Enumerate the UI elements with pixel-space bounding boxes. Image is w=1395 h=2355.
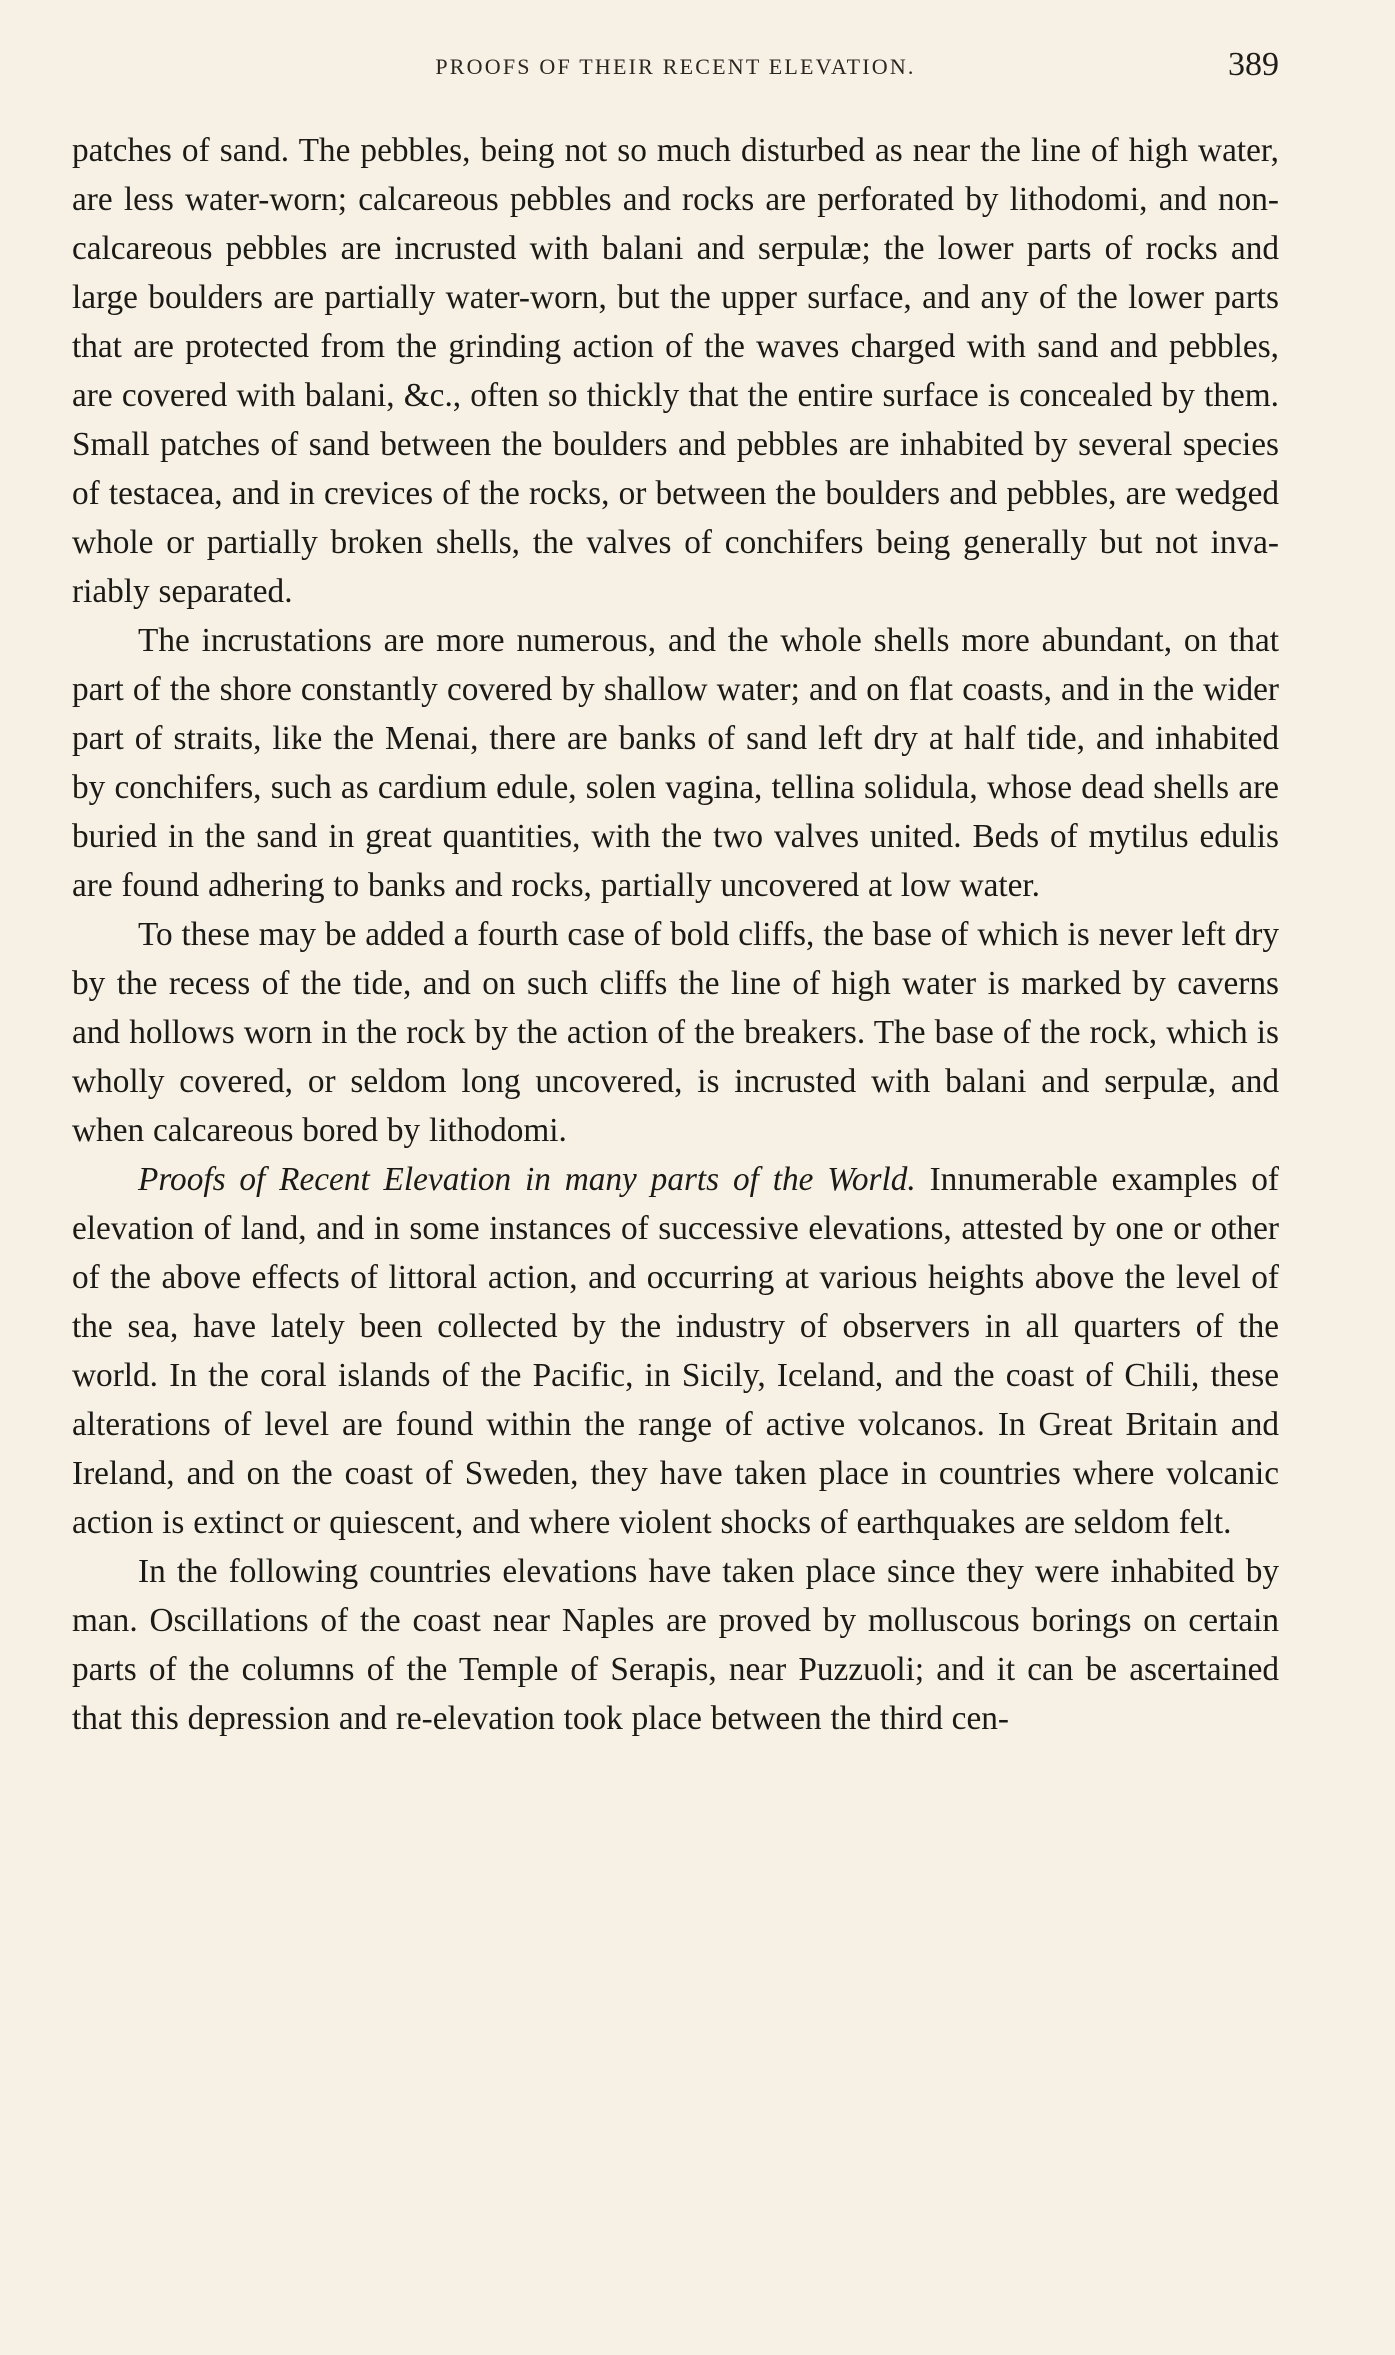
- section-heading: Proofs of Recent Elevation in many parts of the World.: [138, 1161, 916, 1198]
- paragraph-1: patches of sand. The pebbles, being not so much disturbed as near the line of high water, are less water-worn; calcareous pebbles and rocks are perforated by lithodomi, and non-calcareous pebbles are incrusted with balani and serpulæ; the lower parts of rocks and large boulders are partially water-worn, but the upper surface, and any of the lower parts that are protected from the grinding action of the waves charged with sand and pebbles, are covered with balani, &c., often so thickly that the entire surface is concealed by them. Small patches of sand between the boulders and pebbles are inhabited by several species of testacea, and in crevices of the rocks, or between the boulders and pebbles, are wedged whole or partially broken shells, the valves of conchifers being generally but not invariably separated.: [72, 132, 1279, 610]
- paragraph-5: In the following countries elevations have taken place since they were inhabited by man. Oscillations of the coast near Naples are proved by molluscous borings on certain parts of the columns of the Temple of Serapis, near Puzzuoli; and it can be ascertained that this depression and re-elevation took place between the third cen-: [72, 1553, 1279, 1737]
- paragraph-2: The incrustations are more numerous, and the whole shells more abundant, on that part of the shore constantly covered by shallow water; and on flat coasts, and in the wider part of straits, like the Menai, there are banks of sand left dry at half tide, and inhabited by conchifers, such as cardium edule, solen vagina, tellina solidula, whose dead shells are buried in the sand in great quantities, with the two valves united. Beds of mytilus edulis are found adhering to banks and rocks, partially uncovered at low water.: [72, 622, 1279, 904]
- paragraph-4-text: Innumerable examples of elevation of land, and in some instances of successive elevations, attested by one or other of the above effects of littoral action, and occurring at various heights above the level of the sea, have lately been collected by the industry of observers in all quarters of the world. In the coral islands of the Pacific, in Sicily, Iceland, and the coast of Chili, these alterations of level are found within the range of active volcanos. In Great Britain and Ireland, and on the coast of Sweden, they have taken place in countries where volcanic action is extinct or quiescent, and where violent shocks of earthquakes are seldom felt.: [72, 1161, 1279, 1541]
- running-header: [72, 46, 1279, 86]
- page-number: 389: [1228, 46, 1279, 83]
- running-title: PROOFS OF THEIR RECENT ELEVATION.: [435, 54, 916, 79]
- paragraph-4: [72, 1155, 1279, 1547]
- paragraph-3: To these may be added a fourth case of bold cliffs, the base of which is never left dry by the recess of the tide, and on such cliffs the line of high water is marked by caverns and hollows worn in the rock by the action of the breakers. The base of the rock, which is wholly covered, or seldom long uncovered, is incrusted with balani and serpulæ, and when calcareous bored by lithodomi.: [72, 916, 1279, 1149]
- body-text: [72, 126, 1279, 1743]
